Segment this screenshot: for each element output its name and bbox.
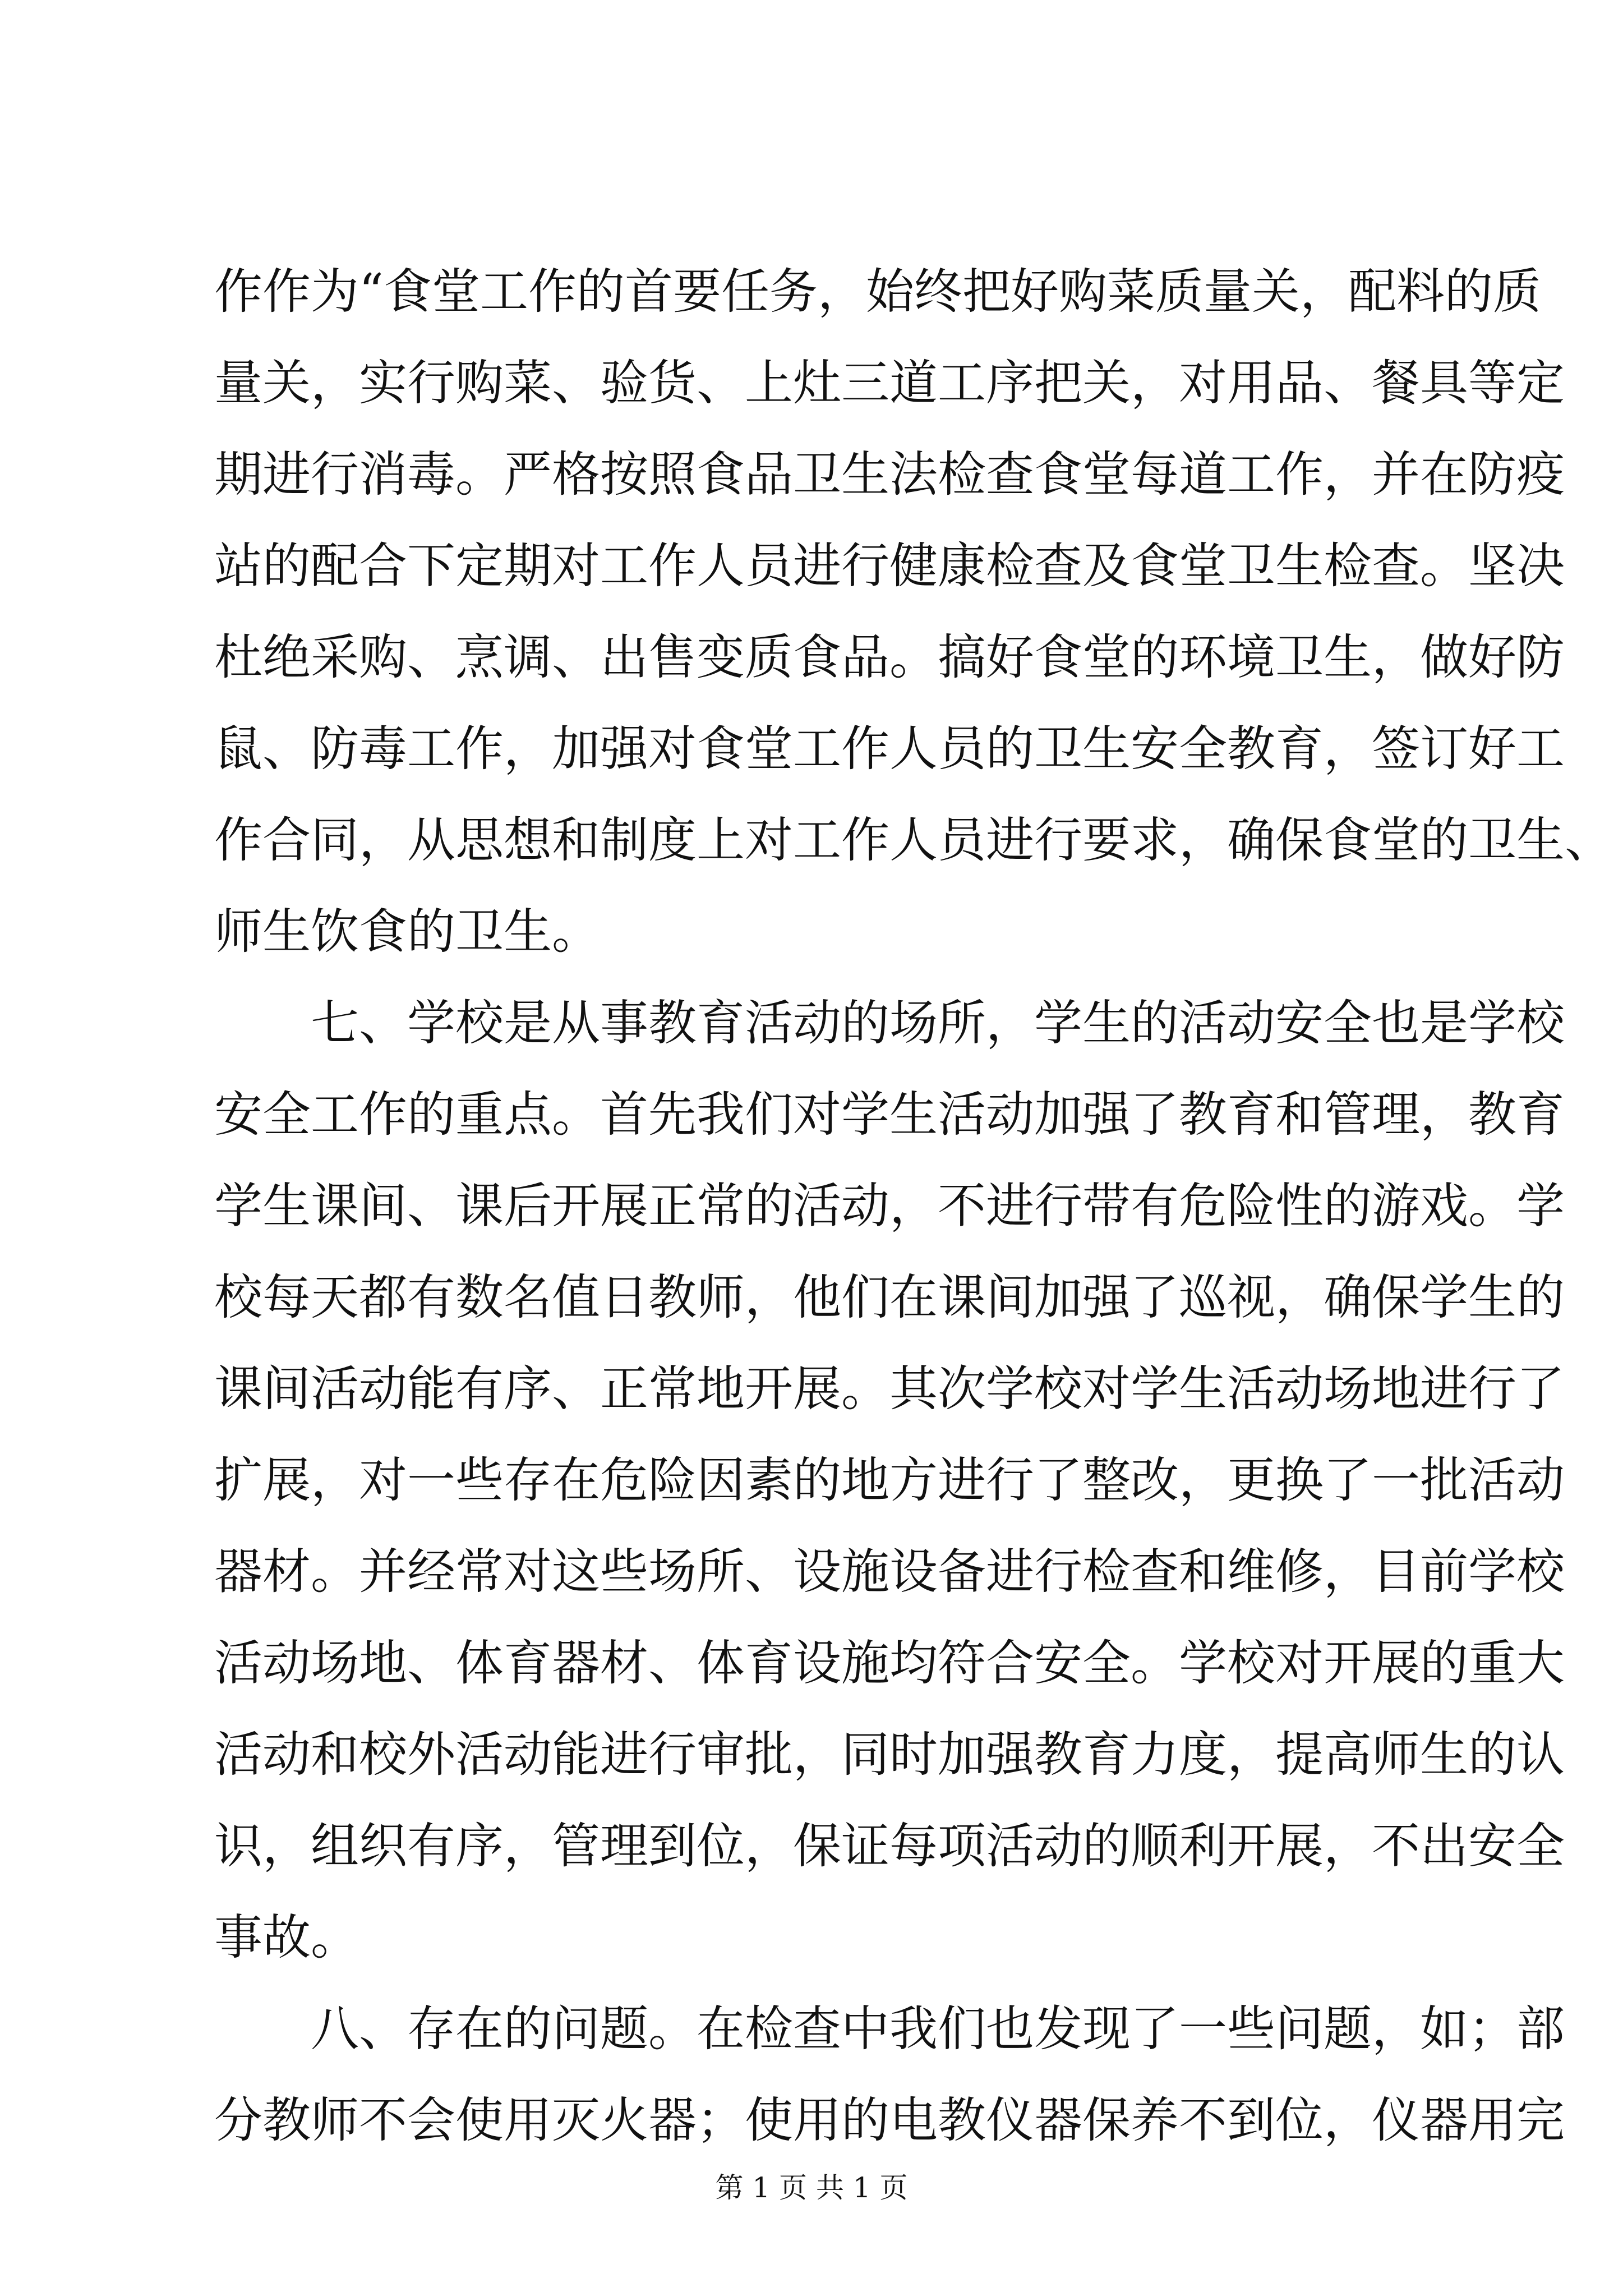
body-line: 分教师不会使用灭火器；使用的电教仪器保养不到位，仪器用完 [214,2092,1565,2148]
page-footer: 第 1 页 共 1 页 [715,2171,908,2204]
paragraph-start-line: 七、学校是从事教育活动的场所，学生的活动安全也是学校 [311,995,1565,1051]
body-line: 杜绝采购、烹调、出售变质食品。搞好食堂的环境卫生，做好防 [214,629,1565,685]
body-line: 识，组织有序，管理到位，保证每项活动的顺利开展，不出安全 [214,1818,1565,1874]
body-line: 作合同，从思想和制度上对工作人员进行要求，确保食堂的卫生、 [214,812,1613,868]
body-line: 活动场地、体育器材、体育设施均符合安全。学校对开展的重大 [214,1635,1565,1691]
body-line: 站的配合下定期对工作人员进行健康检查及食堂卫生检查。坚决 [214,538,1565,594]
body-line: 鼠、防毒工作，加强对食堂工作人员的卫生安全教育，签订好工 [214,721,1565,777]
body-line: 学生课间、课后开展正常的活动，不进行带有危险性的游戏。学 [214,1178,1565,1234]
body-line: 期进行消毒。严格按照食品卫生法检查食堂每道工作，并在防疫 [214,447,1565,503]
body-line: 安全工作的重点。首先我们对学生活动加强了教育和管理，教育 [214,1087,1565,1143]
body-line: 作作为“食堂工作的首要任务，始终把好购菜质量关，配料的质 [214,264,1541,320]
body-line: 量关，实行购菜、验货、上灶三道工序把关，对用品、餐具等定 [214,355,1565,411]
body-line: 校每天都有数名值日教师，他们在课间加强了巡视，确保学生的 [214,1269,1565,1326]
body-line: 师生饮食的卫生。 [214,904,600,960]
body-line: 扩展，对一些存在危险因素的地方进行了整改，更换了一批活动 [214,1452,1565,1508]
paragraph-start-line: 八、存在的问题。在检查中我们也发现了一些问题，如；部 [311,2001,1565,2057]
body-line: 活动和校外活动能进行审批，同时加强教育力度，提高师生的认 [214,1727,1565,1783]
body-line: 器材。并经常对这些场所、设施设备进行检查和维修，目前学校 [214,1544,1565,1600]
body-line: 事故。 [214,1910,359,1966]
body-line: 课间活动能有序、正常地开展。其次学校对学生活动场地进行了 [214,1361,1565,1417]
